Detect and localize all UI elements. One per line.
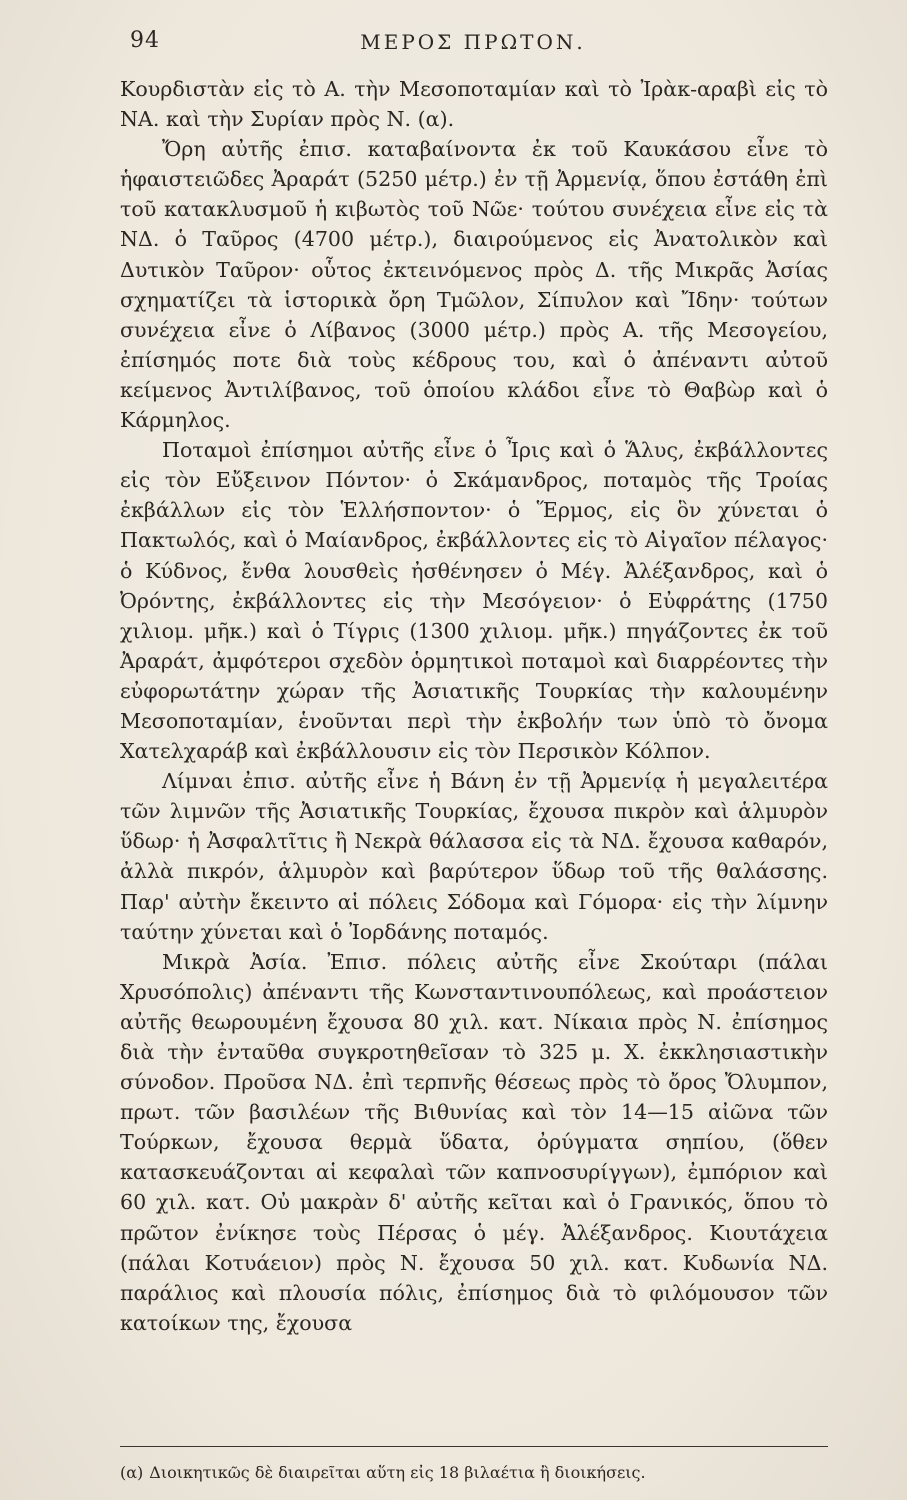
- footnote-text: Διοικητικῶς δὲ διαιρεῖται αὕτη εἰς 18 βιλαέτια ἢ διοικήσεις.: [149, 1463, 646, 1482]
- footnote-marker: (α): [120, 1463, 144, 1482]
- body-text: [120, 74, 828, 1338]
- paragraph-kurdistan: Κουρδιστὰν εἰς τὸ Α. τὴν Μεσοποταμίαν καὶ τὸ Ἰρὰκ-αραβὶ εἰς τὸ ΝΑ. καὶ τὴν Συρίαν πρὸς Ν. (α).: [120, 77, 828, 132]
- paragraph-asia-minor: Μικρὰ Ἀσία. Ἐπισ. πόλεις αὐτῆς εἶνε Σκούταρι (πάλαι Χρυσόπολις) ἀπέναντι τῆς Κωνσταντινουπόλεως, καὶ προάστειον αὐτῆς θεωρουμένη ἔχουσα 80 χιλ. κατ. Νίκαια πρὸς Ν. ἐπίσημος διὰ τὴν ἐνταῦθα συγκροτηθεῖσαν τὸ 325 μ. Χ. ἐκκλησιαστικὴν σύνοδον. Προῦσα ΝΔ. ἐπὶ τερπνῆς θέσεως πρὸς τὸ ὄρος Ὄλυμπον, πρωτ. τῶν βασιλέων τῆς Βιθυνίας καὶ τὸν 14—15 αἰῶνα τῶν Τούρκων, ἔχουσα θερμὰ ὕδατα, ὀρύγματα σηπίου, (ὅθεν κατασκευάζονται αἱ κεφαλαὶ τῶν καπνοσυρίγγων), ἐμπόριον καὶ 60 χιλ. κατ. Οὐ μακρὰν δ' αὐτῆς κεῖται καὶ ὁ Γρανικός, ὅπου τὸ πρῶτον ἐνίκησε τοὺς Πέρσας ὁ μέγ. Ἀλέξανδρος. Κιουτάχεια (πάλαι Κοτυάειον) πρὸς Ν. ἔχουσα 50 χιλ. κατ. Κυδωνία ΝΔ. παράλιος καὶ πλουσία πόλις, ἐπίσημος διὰ τὸ φιλόμουσον τῶν κατοίκων της, ἔχουσα: [120, 949, 828, 1335]
- footnote-rule: [120, 1446, 828, 1447]
- paragraph-rivers: Ποταμοὶ ἐπίσημοι αὐτῆς εἶνε ὁ Ἶρις καὶ ὁ Ἅλυς, ἐκβάλλοντες εἰς τὸν Εὔξεινον Πόντον· ὁ Σκάμανδρος, ποταμὸς τῆς Τροίας ἐκβάλλων εἰς τὸν Ἑλλήσποντον· ὁ Ἕρμος, εἰς ὃν χύνεται ὁ Πακτωλός, καὶ ὁ Μαίανδρος, ἐκβάλλοντες εἰς τὸ Αἰγαῖον πέλαγος· ὁ Κύδνος, ἔνθα λουσθεὶς ἠσθένησεν ὁ Μέγ. Ἀλέξανδρος, καὶ ὁ Ὀρόντης, ἐκβάλλοντες εἰς τὴν Μεσόγειον· ὁ Εὐφράτης (1750 χιλιομ. μῆκ.) καὶ ὁ Τίγρις (1300 χιλιομ. μῆκ.) πηγάζοντες ἐκ τοῦ Ἀραράτ, ἀμφότεροι σχεδὸν ὁρμητικοὶ ποταμοὶ καὶ διαρρέοντες τὴν εὐφορωτάτην χώραν τῆς Ἀσιατικῆς Τουρκίας τὴν καλουμένην Μεσοποταμίαν, ἑνοῦνται περὶ τὴν ἐκβολήν των ὑπὸ τὸ ὄνομα Χατελχαράβ καὶ ἐκβάλλουσιν εἰς τὸν Περσικὸν Κόλπον.: [120, 438, 828, 764]
- running-title: ΜΕΡΟΣ ΠΡΩΤΟΝ.: [360, 30, 586, 54]
- paragraph-mountains: Ὄρη αὐτῆς ἐπισ. καταβαίνοντα ἐκ τοῦ Καυκάσου εἶνε τὸ ἡφαιστειῶδες Ἀραράτ (5250 μέτρ.) ἐν τῇ Ἀρμενίᾳ, ὅπου ἐστάθη ἐπὶ τοῦ κατακλυσμοῦ ἡ κιβωτὸς τοῦ Νῶε· τούτου συνέχεια εἶνε εἰς τὰ ΝΔ. ὁ Ταῦρος (4700 μέτρ.), διαιρούμενος εἰς Ἀνατολικὸν καὶ Δυτικὸν Ταῦρον· οὗτος ἐκτεινόμενος πρὸς Δ. τῆς Μικρᾶς Ἀσίας σχηματίζει τὰ ἱστορικὰ ὄρη Τμῶλον, Σίπυλον καὶ Ἴδην· τούτων συνέχεια εἶνε ὁ Λίβανος (3000 μέτρ.) πρὸς Α. τῆς Μεσογείου, ἐπίσημός ποτε διὰ τοὺς κέδρους του, καὶ ὁ ἀπέναντι αὐτοῦ κείμενος Ἀντιλίβανος, τοῦ ὁποίου κλάδοι εἶνε τὸ Θαβὼρ καὶ ὁ Κάρμηλος.: [120, 137, 828, 433]
- footnote: [120, 1462, 828, 1484]
- paragraph-lakes: Λίμναι ἐπισ. αὐτῆς εἶνε ἡ Βάνη ἐν τῇ Ἀρμενίᾳ ἡ μεγαλειτέρα τῶν λιμνῶν τῆς Ἀσιατικῆς Τουρκίας, ἔχουσα πικρὸν καὶ ἁλμυρὸν ὕδωρ· ἡ Ἀσφαλτῖτις ἢ Νεκρὰ θάλασσα εἰς τὰ ΝΔ. ἔχουσα καθαρόν, ἀλλὰ πικρόν, ἁλμυρὸν καὶ βαρύτερον ὕδωρ τοῦ τῆς θαλάσσης. Παρ' αὐτὴν ἔκειντο αἱ πόλεις Σόδομα καὶ Γόμορα· εἰς τὴν λίμνην ταύτην χύνεται καὶ ὁ Ἰορδάνης ποταμός.: [120, 769, 828, 944]
- page-number: 94: [130, 28, 160, 53]
- page-header: [118, 28, 828, 58]
